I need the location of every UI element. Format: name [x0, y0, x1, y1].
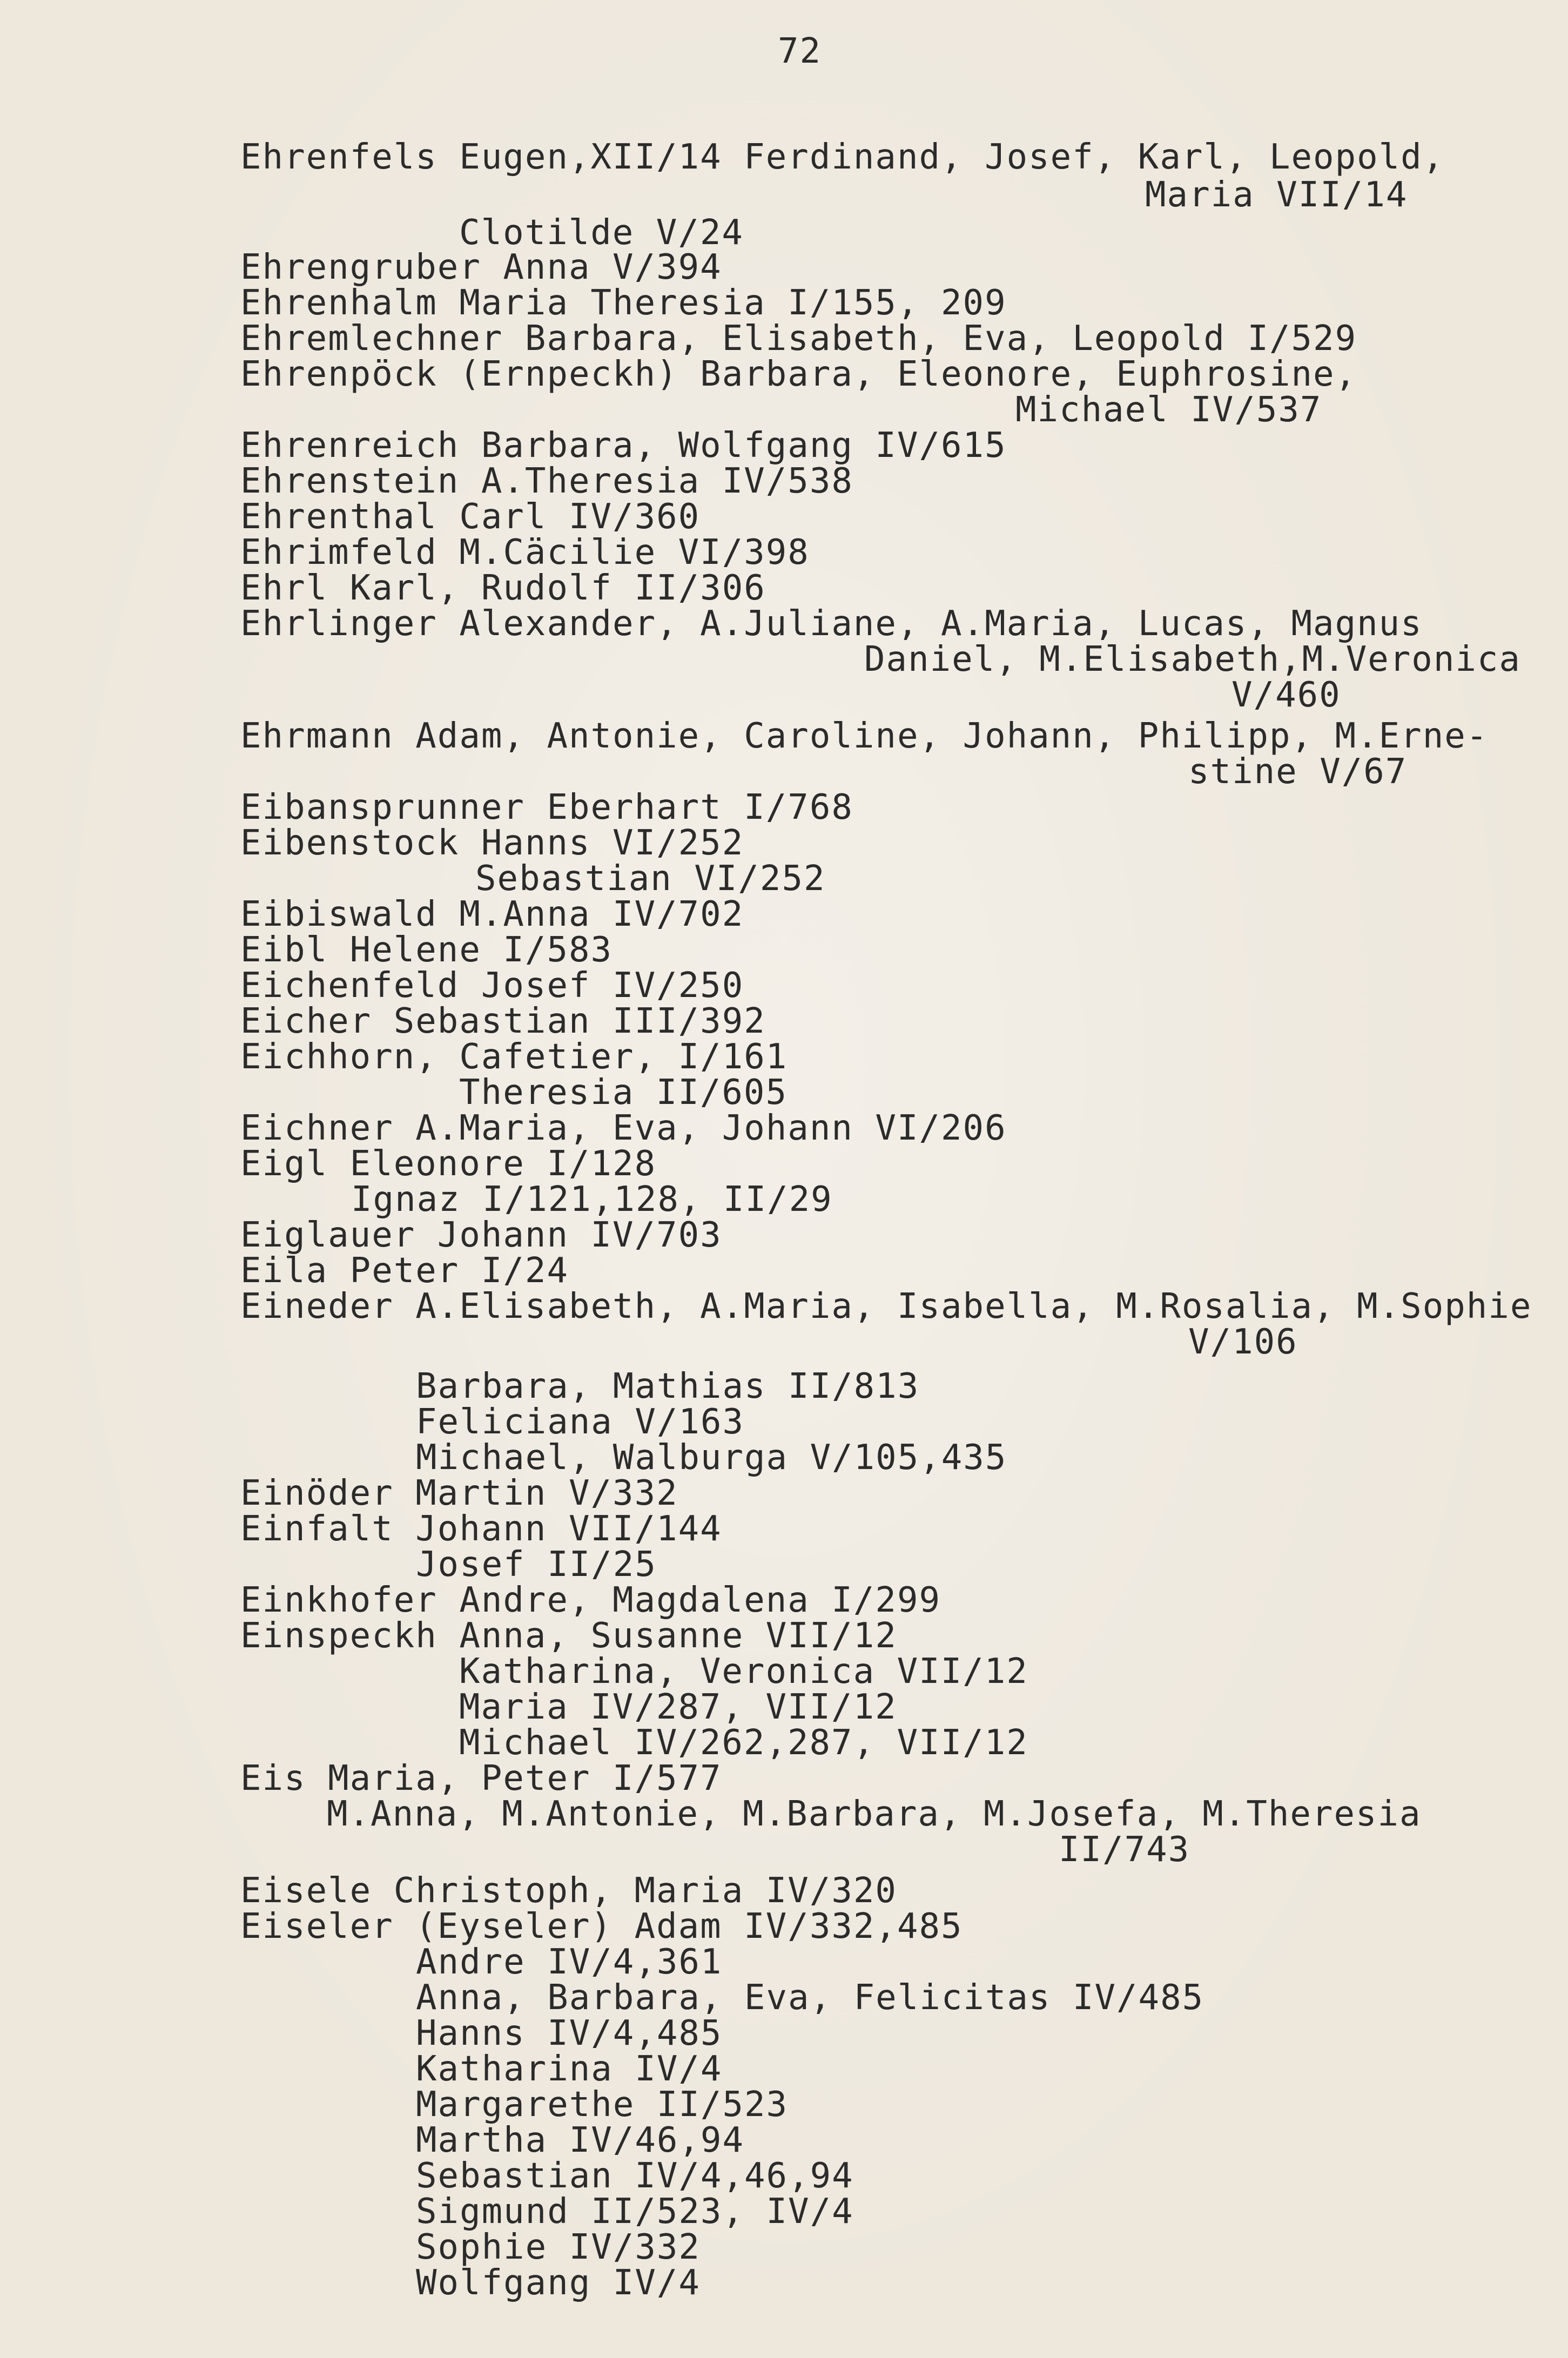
index-line: Ehrenpöck (Ernpeckh) Barbara, Eleonore, Euphrosine,	[240, 354, 1357, 394]
index-line: Barbara, Mathias II/813	[416, 1366, 920, 1406]
index-line: V/106	[1188, 1322, 1298, 1362]
index-line: Einspeckh Anna, Susanne VII/12	[240, 1616, 897, 1656]
index-line: Ignaz I/121,128, II/29	[351, 1180, 833, 1220]
index-line: Maria VII/14	[1145, 175, 1408, 215]
index-line: Michael IV/537	[1015, 390, 1322, 430]
index-line: stine V/67	[1188, 752, 1408, 792]
index-line: Eiglauer Johann IV/703	[240, 1215, 722, 1255]
index-line: Daniel, M.Elisabeth,M.Veronica	[864, 639, 1521, 679]
index-line: Theresia II/605	[459, 1073, 788, 1113]
index-line: Ehrl Karl, Rudolf II/306	[240, 568, 766, 608]
index-line: Martha IV/46,94	[416, 2120, 744, 2160]
index-line: Einöder Martin V/332	[240, 1473, 678, 1513]
index-line: Eis Maria, Peter I/577	[240, 1759, 722, 1798]
index-line: Michael, Walburga V/105,435	[416, 1438, 1007, 1478]
index-line: M.Anna, M.Antonie, M.Barbara, M.Josefa, M.Theresia	[327, 1794, 1422, 1834]
index-line: Eibansprunner Eberhart I/768	[240, 787, 853, 827]
page-number: 72	[778, 31, 822, 71]
index-line: Hanns IV/4,485	[416, 2013, 723, 2053]
index-line: Ehrengruber Anna V/394	[240, 247, 722, 287]
index-line: Eisele Christoph, Maria IV/320	[240, 1871, 897, 1911]
index-line: Feliciana V/163	[416, 1402, 744, 1442]
index-line: Ehrmann Adam, Antonie, Caroline, Johann, Philipp, M.Erne-	[240, 716, 1489, 756]
index-line: V/460	[1231, 675, 1341, 715]
index-line: Eiseler (Eyseler) Adam IV/332,485	[240, 1906, 963, 1946]
index-line: Ehrenhalm Maria Theresia I/155, 209	[240, 283, 1007, 323]
index-line: Einfalt Johann VII/144	[240, 1509, 722, 1549]
index-line: Sophie IV/332	[416, 2227, 701, 2267]
index-line: Ehrenthal Carl IV/360	[240, 497, 701, 537]
index-line: Maria IV/287, VII/12	[459, 1687, 897, 1727]
index-line: Ehrenreich Barbara, Wolfgang IV/615	[240, 426, 1007, 466]
index-line: Eila Peter I/24	[240, 1251, 569, 1291]
index-line: Katharina IV/4	[416, 2049, 723, 2089]
index-line: Sebastian VI/252	[475, 859, 826, 899]
index-line: Ehremlechner Barbara, Elisabeth, Eva, Leopold I/529	[240, 319, 1357, 359]
index-line: Ehrlinger Alexander, A.Juliane, A.Maria, Lucas, Magnus	[240, 604, 1423, 644]
index-line: Katharina, Veronica VII/12	[459, 1652, 1028, 1692]
index-line: Ehrenfels Eugen,XII/14 Ferdinand, Josef, Karl, Leopold,	[240, 137, 1445, 177]
index-line: II/743	[1059, 1830, 1190, 1870]
index-line: Eibiswald M.Anna IV/702	[240, 894, 744, 934]
index-line: Eineder A.Elisabeth, A.Maria, Isabella, M.Rosalia, M.Sophie	[240, 1286, 1532, 1326]
index-line: Andre IV/4,361	[416, 1942, 723, 1982]
index-line: Eichner A.Maria, Eva, Johann VI/206	[240, 1108, 1007, 1148]
index-line: Margarethe II/523	[416, 2085, 789, 2125]
index-line: Sigmund II/523, IV/4	[416, 2192, 854, 2232]
index-line: Eicher Sebastian III/392	[240, 1001, 766, 1041]
index-line: Eibenstock Hanns VI/252	[240, 823, 744, 863]
index-line: Sebastian IV/4,46,94	[416, 2156, 854, 2196]
index-line: Eichenfeld Josef IV/250	[240, 966, 744, 1006]
index-line: Michael IV/262,287, VII/12	[459, 1723, 1028, 1763]
index-line: Clotilde V/24	[459, 213, 744, 253]
index-line: Ehrenstein A.Theresia IV/538	[240, 461, 853, 501]
index-line: Eibl Helene I/583	[240, 930, 613, 970]
index-line: Ehrimfeld M.Cäcilie VI/398	[240, 533, 810, 572]
index-line: Eigl Eleonore I/128	[240, 1144, 657, 1184]
index-line: Eichhorn, Cafetier, I/161	[240, 1037, 788, 1077]
index-line: Einkhofer Andre, Magdalena I/299	[240, 1580, 941, 1620]
index-line: Anna, Barbara, Eva, Felicitas IV/485	[416, 1978, 1204, 2018]
index-line: Wolfgang IV/4	[416, 2263, 701, 2303]
index-line: Josef II/25	[416, 1545, 657, 1585]
